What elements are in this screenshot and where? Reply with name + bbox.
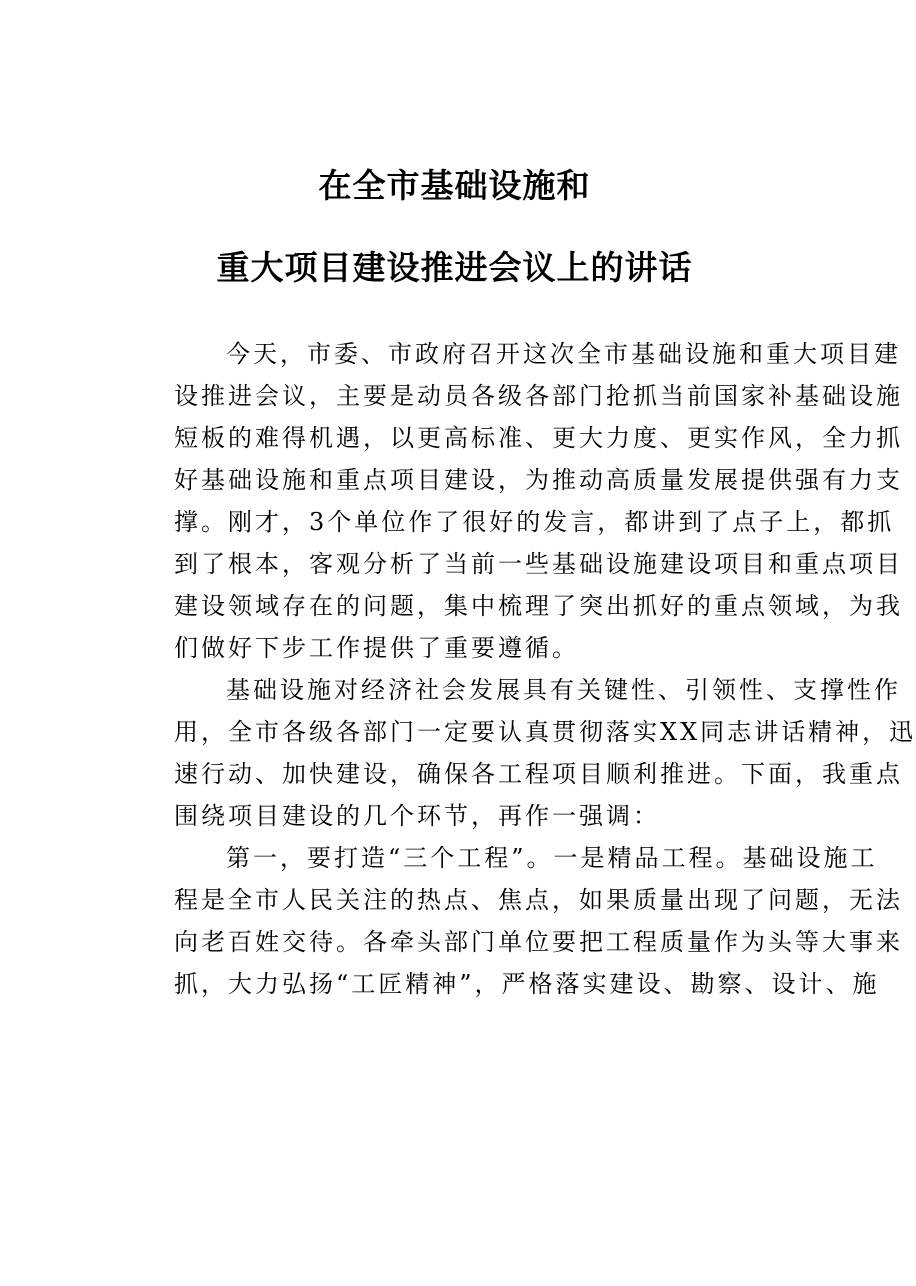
paragraph-2 <box>122 669 916 837</box>
document-body <box>122 333 916 1005</box>
paragraph-line: 今天，市委、市政府召开这次全市基础设施和重大项目建 <box>226 340 901 368</box>
paragraph-line: 建设领域存在的问题，集中梳理了突出抓好的重点领域，为我 <box>174 592 903 620</box>
paragraph-line: 短板的难得机遇，以更高标准、更大力度、更实作风，全力抓 <box>174 424 903 452</box>
document-title-line-2: 重大项目建设推进会议上的讲话 <box>216 248 693 287</box>
paragraph-line: 向老百姓交待。各牵头部门单位要把工程质量作为头等大事来 <box>174 928 903 956</box>
paragraph-line: 好基础设施和重点项目建设，为推动高质量发展提供强有力支 <box>174 466 903 494</box>
document-title-line-1: 在全市基础设施和 <box>318 166 591 205</box>
paragraph-line: 第一，要打造“三个工程”。一是精品工程。基础设施工 <box>226 844 878 872</box>
paragraph-line: 撑。刚才，3个单位作了很好的发言，都讲到了点子上，都抓 <box>174 508 895 536</box>
paragraph-line: 抓，大力弘扬“工匠精神”，严格落实建设、勘察、设计、施 <box>174 970 880 998</box>
paragraph-line: 围绕项目建设的几个环节，再作一强调： <box>174 802 660 830</box>
paragraph-1 <box>122 333 903 669</box>
paragraph-line: 基础设施对经济社会发展具有关键性、引领性、支撑性作 <box>226 676 901 704</box>
paragraph-line: 用，全市各级各部门一定要认真贯彻落实XX同志讲话精神，迅 <box>174 718 916 746</box>
paragraph-line: 到了根本，客观分析了当前一些基础设施建设项目和重点项目 <box>174 550 903 578</box>
paragraph-line: 们做好下步工作提供了重要遵循。 <box>174 634 579 662</box>
paragraph-3 <box>122 837 903 1005</box>
paragraph-line: 程是全市人民关注的热点、焦点，如果质量出现了问题，无法 <box>174 886 903 914</box>
paragraph-line: 速行动、加快建设，确保各工程项目顺利推进。下面，我重点 <box>174 760 903 788</box>
paragraph-line: 设推进会议，主要是动员各级各部门抢抓当前国家补基础设施 <box>174 382 903 410</box>
